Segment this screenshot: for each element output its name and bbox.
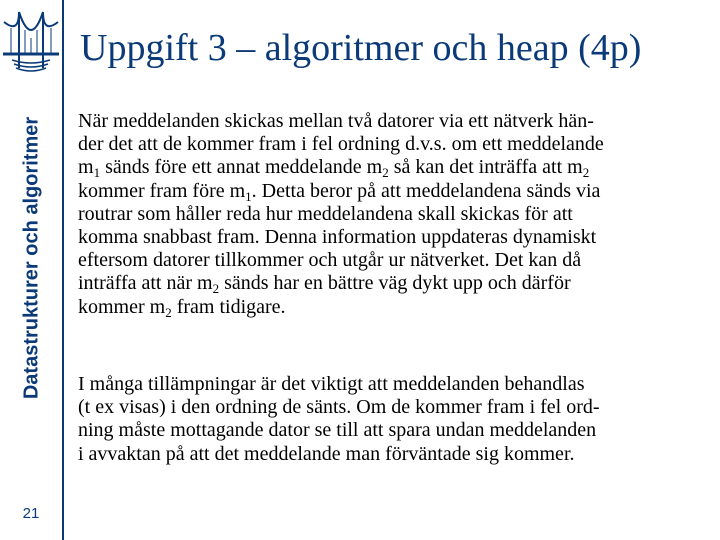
text-span: så kan det inträffa att m	[388, 156, 583, 179]
paragraph-line: I många tillämpningar är det viktigt att meddelanden behandlas	[78, 373, 585, 395]
text-span: sänds före ett annat meddelande m	[100, 156, 383, 179]
paragraph-line: der det att de kommer fram i fel ordning d.v.s. om ett meddelande	[78, 133, 604, 156]
paragraph-line: eftersom datorer tillkommer och utgår ur nätverket. Det kan då	[78, 249, 582, 272]
slide-title: Uppgift 3 – algoritmer och heap (4p)	[80, 27, 642, 69]
paragraph-line	[78, 180, 712, 203]
subscript: 1	[245, 188, 252, 204]
paragraph-line: ning måste mottagande dator se till att spara undan meddelanden	[78, 419, 597, 442]
subscript: 2	[582, 165, 590, 181]
sidebar-divider	[62, 0, 64, 540]
paragraph-line: När meddelanden skickas mellan två datorer via ett nätverk hän-	[78, 110, 594, 132]
paragraph-line: i avvaktan på att det meddelande man förväntade sig kommer.	[78, 442, 575, 465]
paragraph-2	[78, 373, 712, 466]
subscript: 2	[212, 281, 220, 297]
paragraph-line: komma snabbast fram. Denna information uppdateras dynamiskt	[78, 226, 597, 249]
course-title: Datastrukturer och algoritmer	[20, 116, 43, 400]
text-span: m	[78, 156, 94, 179]
paragraph-line: routrar som håller reda hur meddelandena skall skickas för att	[78, 202, 573, 225]
text-span: inträffa att när m	[78, 272, 213, 295]
subscript: 1	[93, 165, 101, 181]
paragraph-line	[78, 272, 712, 295]
subscript: 2	[165, 304, 172, 320]
bridge-logo-icon	[2, 8, 60, 78]
text-span: kommer m	[78, 295, 166, 318]
paragraph-line	[78, 296, 712, 319]
page-number: 21	[22, 505, 40, 522]
text-span: sänds har en bättre väg dykt upp och därför	[219, 272, 571, 295]
paragraph-1	[78, 110, 712, 319]
text-span: . Detta beror på att meddelandena sänds via	[251, 179, 601, 202]
text-span: kommer fram före m	[78, 179, 246, 202]
sidebar	[0, 0, 64, 540]
paragraph-line: (t ex visas) i den ordning de sänts. Om de kommer fram i fel ord-	[78, 396, 600, 419]
paragraph-line	[78, 156, 712, 179]
subscript: 2	[382, 165, 389, 181]
text-span: fram tidigare.	[171, 295, 286, 318]
